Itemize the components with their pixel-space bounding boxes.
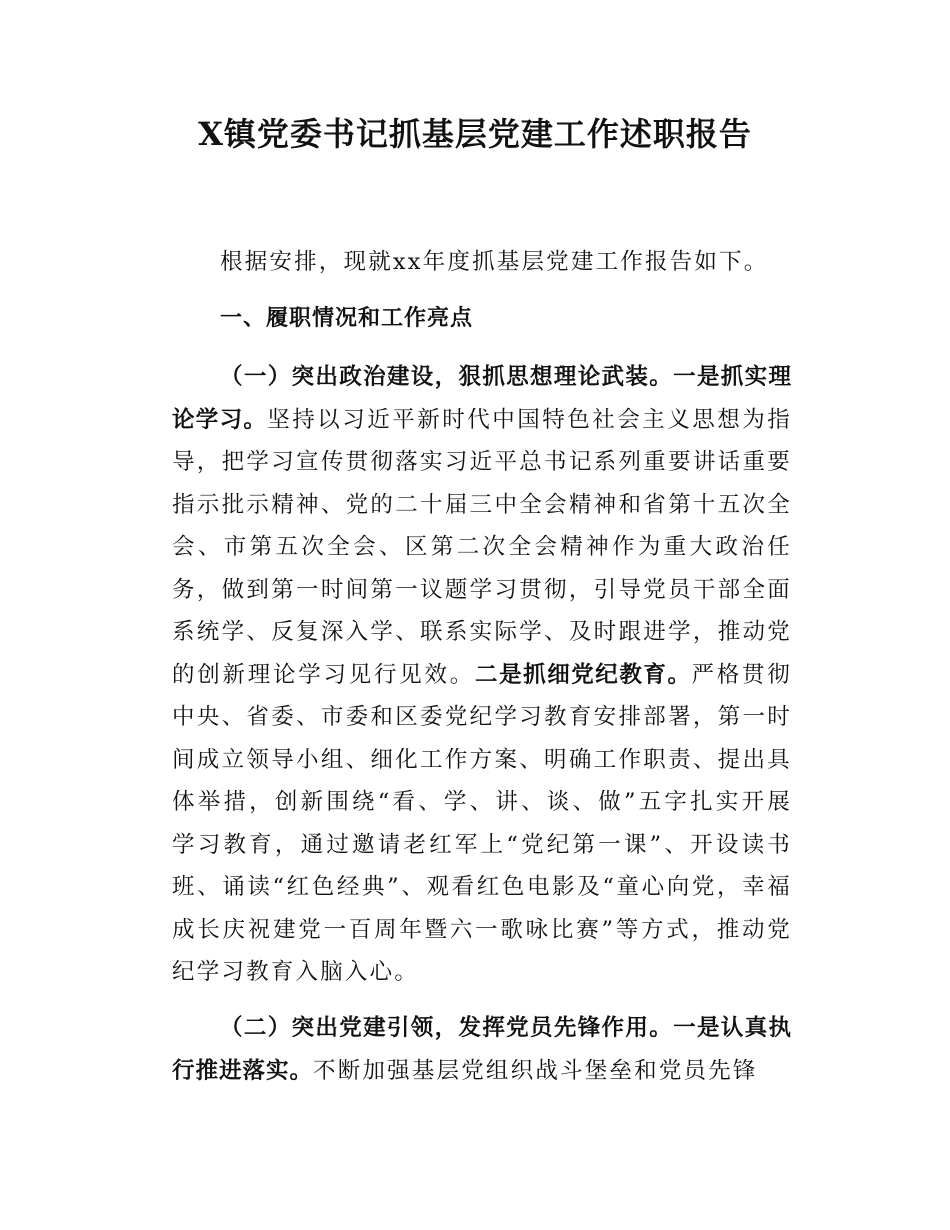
paragraph-lead: （二）突出党建引领，发挥党员先锋作用。一是认真执行推进落实。 [172,1015,792,1084]
section-heading-1: 一、履职情况和工作亮点 [220,306,474,331]
document-title: X镇党委书记抓基层党建工作述职报告 [198,115,752,153]
paragraph-lead-2: 二是抓细党纪教育。 [475,661,692,688]
paragraph-lead: （一）突出政治建设，狠抓思想理论武装。一是抓实理论学习。 [172,364,792,433]
paragraph-text: 坚持以习近平新时代中国特色社会主义思想为指导，把学习宣传贯彻落实习近平总书记系列重要讲话重要指示批示精神、党的二十届三中全会精神和省第十五次全会、市第五次全会、区第二次全会精神作为重大政治任务，做到第一时间第一议题学习贯彻，引导党员干部全面系统学、反复深入学、联系实际学、及时跟进学，推动党的创新理论学习见行见效。 [172,406,792,688]
paragraph-text: 不断加强基层党组织战斗堡垒和党员先锋 [313,1057,758,1084]
paragraph-political-building [172,356,792,994]
intro-paragraph: 根据安排，现就xx年度抓基层党建工作报告如下。 [220,249,769,275]
paragraph-text-2: 严格贯彻中央、省委、市委和区委党纪学习教育安排部署，第一时间成立领导小组、细化工作方案、明确工作职责、提出具体举措，创新围绕“看、学、讲、谈、做”五字扎实开展学习教育，通过邀请老红军上“党纪第一课”、开设读书班、诵读“红色经典”、观看红色电影及“童心向党，幸福成长庆祝建党一百周年暨六一歌咏比赛”等方式，推动党纪学习教育入脑入心。 [172,661,792,985]
paragraph-party-leading [172,1007,792,1092]
